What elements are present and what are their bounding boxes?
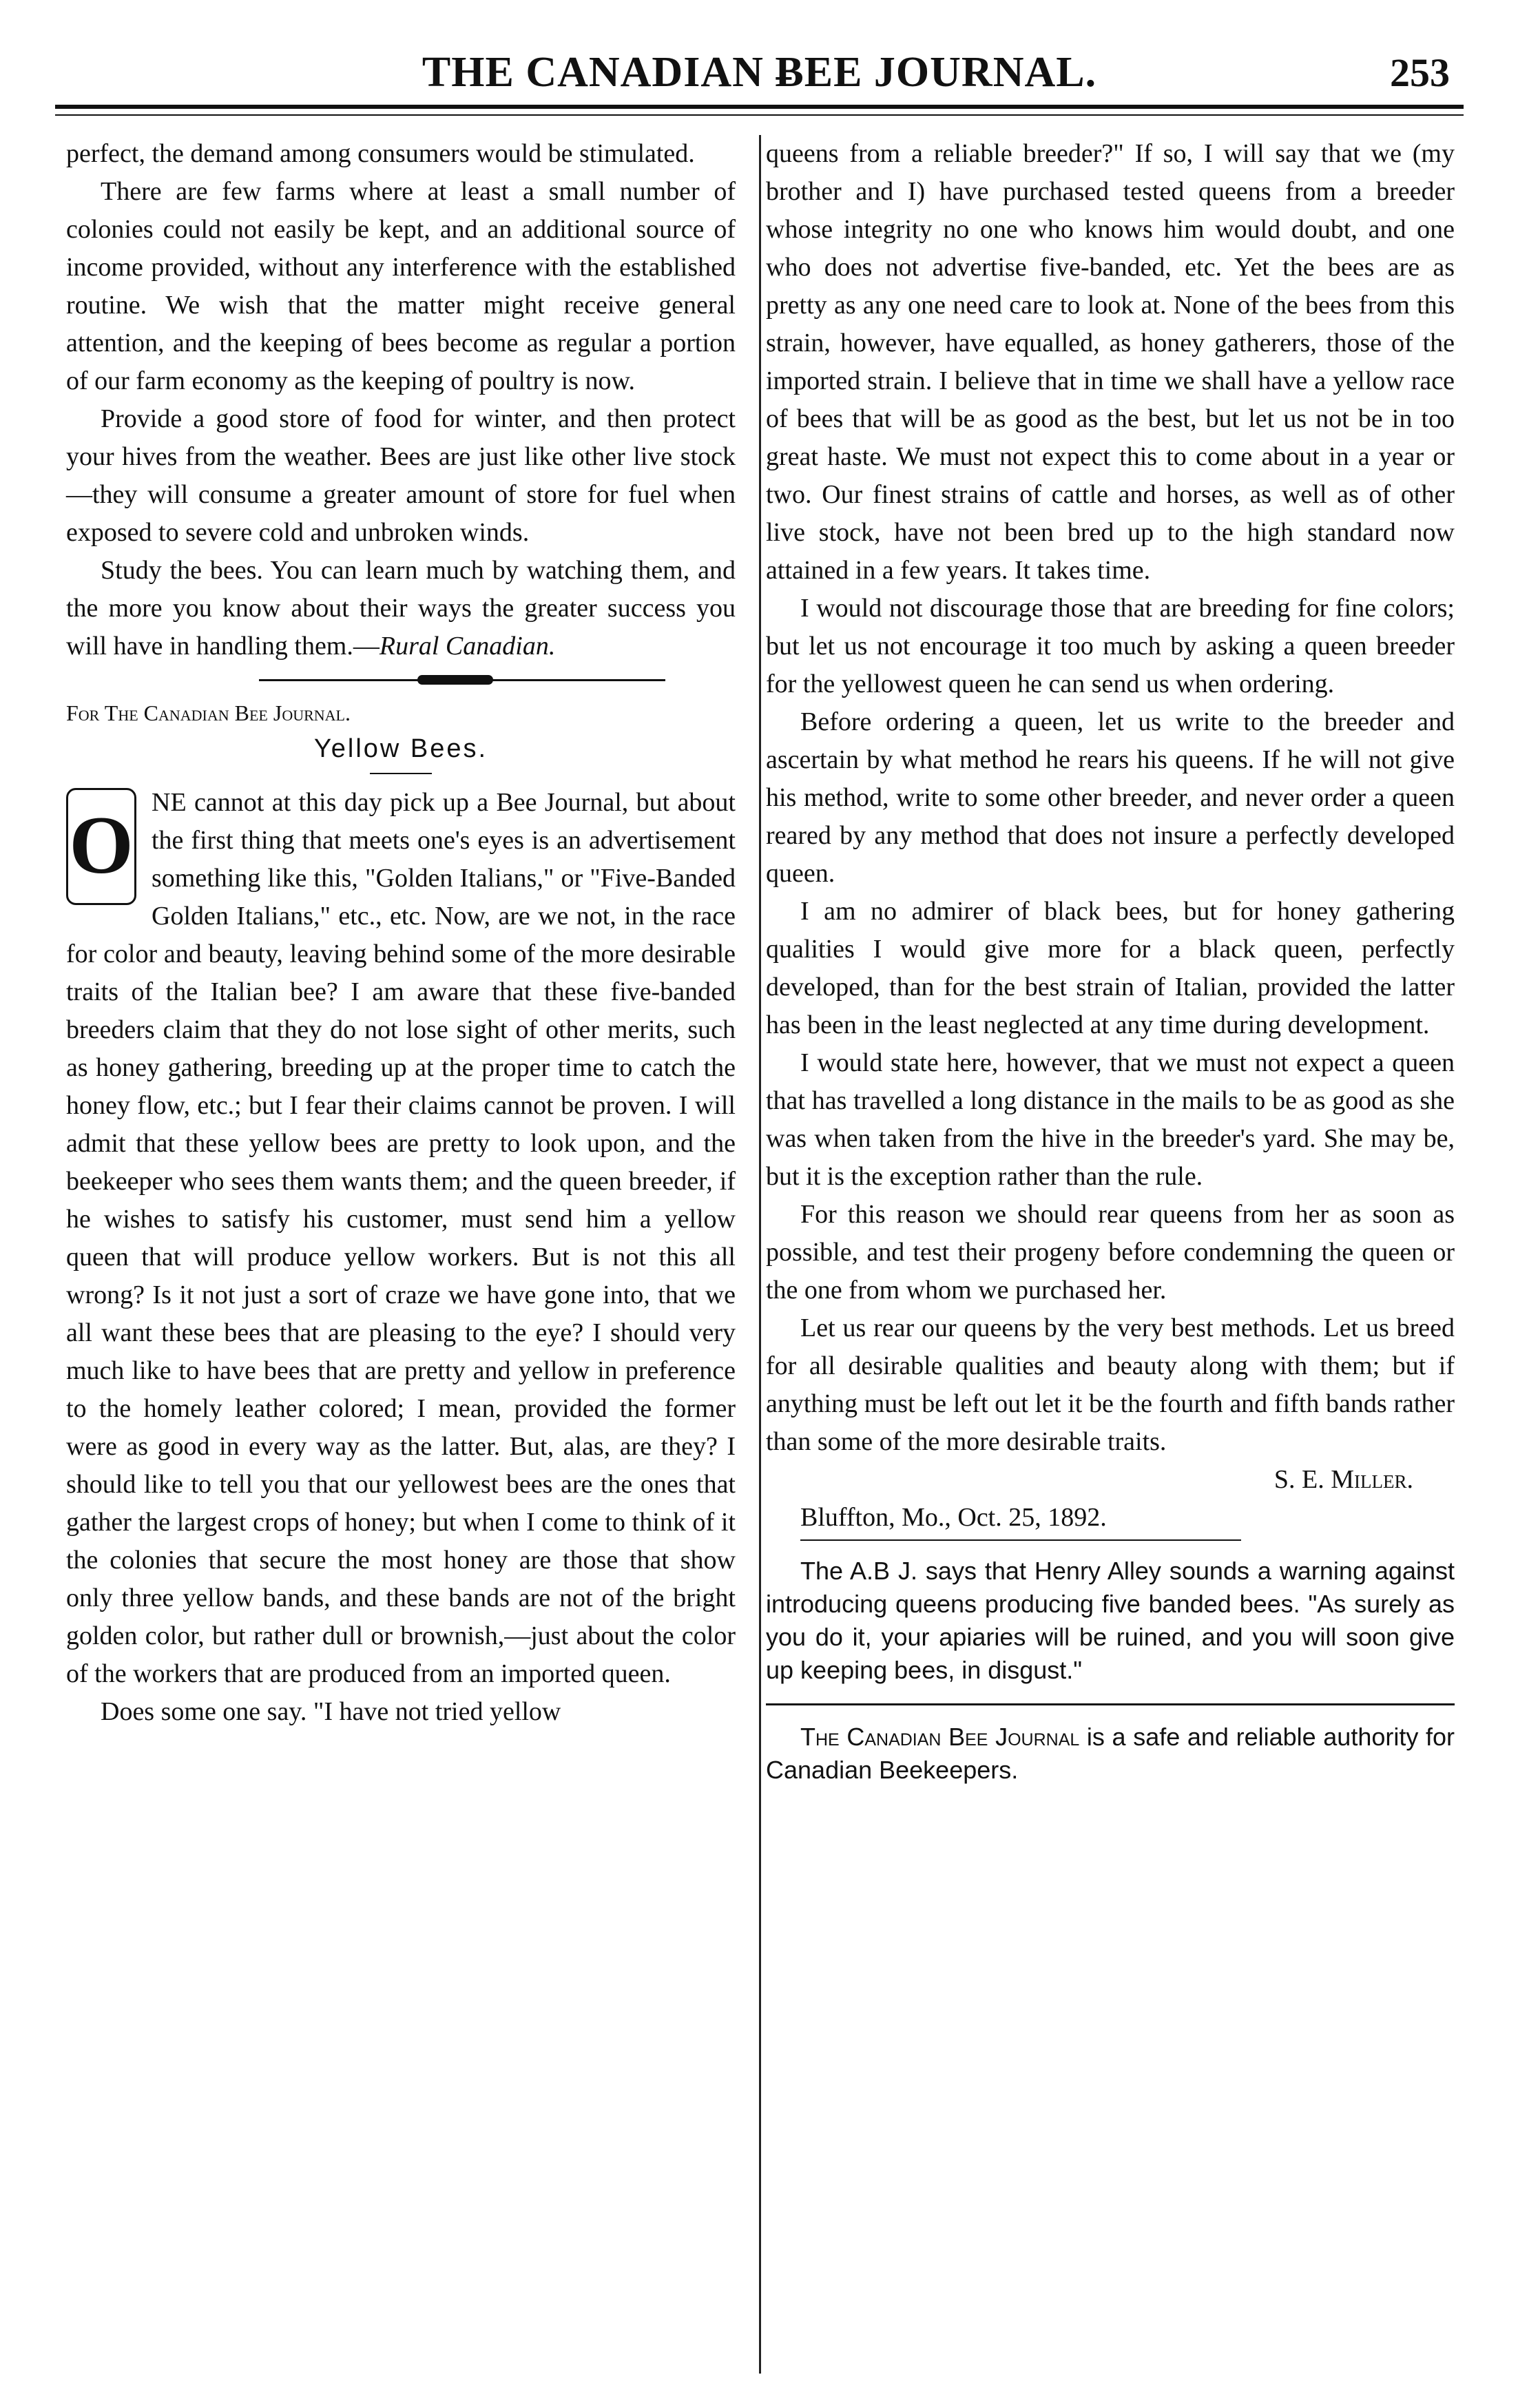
page-number: 253 xyxy=(1390,50,1450,95)
paragraph-this-reason: For this reason we should rear queens from her as soon as possible, and test their progeny before condemning the queen or the one from whom we purchased her. xyxy=(766,1200,1455,1305)
dateline: Bluffton, Mo., Oct. 25, 1892. xyxy=(800,1503,1107,1532)
paragraph-study xyxy=(66,552,736,665)
right-column xyxy=(766,135,1455,1787)
paragraph-does-some-one: Does some one say. "I have not tried yellow xyxy=(101,1697,561,1726)
source-citation: Rural Canadian. xyxy=(379,632,556,661)
article-credit: For The Canadian Bee Journal. xyxy=(66,700,351,725)
paragraph-before-ordering: Before ordering a queen, let us write to the breeder and ascertain by what method he rears his queens. If he will not give his method, write to some other breeder, and never order a queen reared by any method that does not insure a perfectly developed queen. xyxy=(766,707,1455,888)
dropcap-letter: O xyxy=(66,788,136,905)
paragraph-farms: There are few farms where at least a small number of colonies could not easily be kept, and an additional source of income provided, without any interference with the established routine. We wish that the matter might receive general attention, and the keeping of bees become as regular a portion of our farm economy as the keeping of poultry is now. xyxy=(66,177,736,395)
note-safe-authority-text: is a safe and reliable authority for Canadian Beekeepers. xyxy=(766,1723,1455,1784)
article-opening-text: NE cannot at this day pick up a Bee Journal, but about the first thing that meets one's eyes is an advertisement something like this, "Golden Italians," or "Five-Banded Golden Italians," etc., etc. Now, are we not, in the race for color and beauty, leaving behind some of the more desirable traits of the Italian bee? I am aware that these five-banded breeders claim that they do not lose sight of other merits, such as honey gathering, breeding up at the proper time to catch the honey flow, etc.; but I fear their claims cannot be proven. I will admit that these yellow bees are pretty to look upon, and the beekeeper who sees them wants them; and the queen breeder, if he wishes to satisfy his customer, must send him a yellow queen that will produce yellow workers. But is not this all wrong? Is it not just a sort of craze we have gone into, that we all want these bees that are pleasing to the eye? I should very much like to have bees that are pretty and yellow in preference to the homely leather colored; I mean, provided the former were as good in every way as the latter. But, alas, are they? I should like to tell you that our yellowest bees are the ones that gather the largest crops of honey; but when I come to think of it the colonies that secure the most honey are those that show only three yellow bands, and these bands are not of the bright golden color, but rather dull or brownish,—just about the color of the workers that are produced from an imported queen. xyxy=(66,788,736,1688)
article-title: Yellow Bees. xyxy=(313,734,488,763)
note-safe-authority xyxy=(766,1721,1455,1787)
note-rule xyxy=(766,1703,1455,1705)
paragraph-travelled: I would state here, however, that we must not expect a queen that has travelled a long distance in the mails to be as good as she was when taken from the hive in the breeder's yard. She may be, but it is the exception rather than the rule. xyxy=(766,1048,1455,1191)
paragraph-winter: Provide a good store of food for winter, and then protect your hives from the weather. Bees are just like other live stock —they will consume a greater amount of store for fuel when exposed to severe cold and unbroken winds. xyxy=(66,404,736,547)
separator-ornament xyxy=(417,675,493,685)
journal-name: The Canadian Bee Journal xyxy=(800,1723,1080,1751)
paragraph-rear-queens: Let us rear our queens by the very best methods. Let us breed for all desirable qualities and beauty along with them; but if anything must be left out let it be the fourth and fifth bands rather than some of the more desirable traits. xyxy=(766,1314,1455,1456)
author-signature: S. E. Miller. xyxy=(1273,1465,1413,1494)
section-separator xyxy=(66,665,736,697)
note-alley-warning: The A.B J. says that Henry Alley sounds a warning against introducing queens producing five banded bees. "As surely as you do it, your apiaries will be ruined, and you will soon give up keeping bees, in disgust." xyxy=(766,1557,1455,1684)
header-rule-thin xyxy=(55,114,1464,116)
page-header xyxy=(55,48,1464,96)
paragraph-black-bees: I am no admirer of black bees, but for honey gathering qualities I would give more for a black queen, perfectly developed, than for the best strain of Italian, provided the latter has been in the least neglected at any time during development. xyxy=(766,897,1455,1039)
header-rule xyxy=(55,105,1464,109)
left-column xyxy=(66,135,736,1731)
dateline-rule xyxy=(800,1539,1241,1541)
paragraph-discourage: I would not discourage those that are breeding for fine colors; but let us not encourage it too much by asking a queen breeder for the yellowest queen he can send us when ordering. xyxy=(766,594,1455,698)
paragraph-study-text: Study the bees. You can learn much by watching them, and the more you know about their ways the greater success you will have in handling them.— xyxy=(66,556,736,661)
title-rule xyxy=(370,773,432,774)
running-title: THE CANADIAN ɃEE JOURNAL. xyxy=(422,49,1097,96)
article-opening-paragraph xyxy=(66,784,736,1693)
paragraph-queens-reliable: queens from a reliable breeder?" If so, I will say that we (my brother and I) have purchased tested queens from a breeder whose integrity no one who knows him would doubt, and one who does not advertise five-banded, etc. Yet the bees are as pretty as any one need care to look at. None of the bees from this strain, however, have equalled, as honey gatherers, those of the imported strain. I believe that in time we shall have a yellow race of bees that will be as good as the best, but let us not be in too great haste. We must not expect this to come about in a year or two. Our finest strains of cattle and horses, as well as of other live stock, have not been bred up to the high standard now attained in a few years. It takes time. xyxy=(766,139,1455,585)
column-divider xyxy=(759,135,761,2374)
continued-paragraph: perfect, the demand among consumers would be stimulated. xyxy=(66,139,695,168)
